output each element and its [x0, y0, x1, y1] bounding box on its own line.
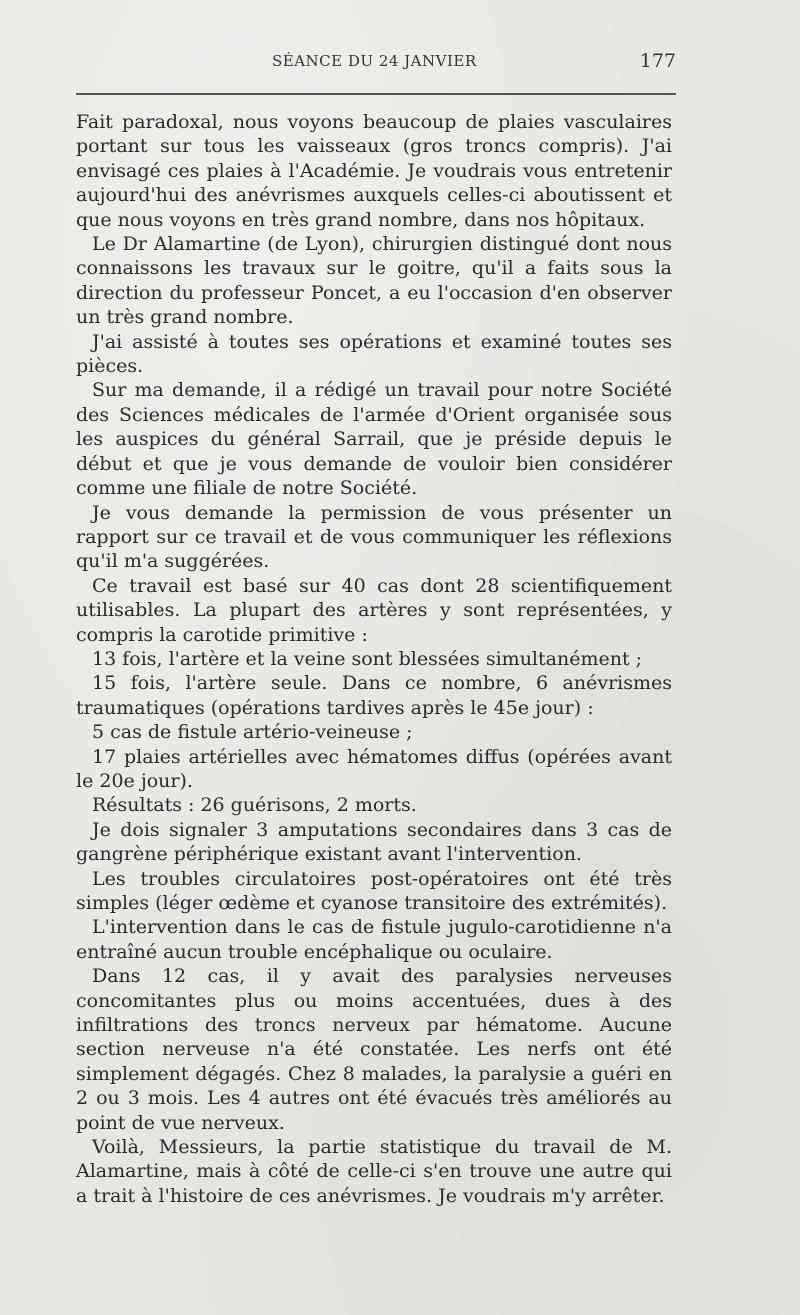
- paragraph: J'ai assisté à toutes ses opérations et examiné toutes ses pièces.: [76, 330, 672, 378]
- paragraph: Je dois signaler 3 amputations secondaires dans 3 cas de gangrène périphérique existant avant l'intervention.: [76, 818, 672, 866]
- body-text: [76, 110, 672, 1208]
- paragraph: Fait paradoxal, nous voyons beaucoup de plaies vasculaires portant sur tous les vaisseaux (gros troncs compris). J'ai envisagé ces plaies à l'Académie. Je voudrais vous entretenir aujourd'hui des anévrismes auxquels celles-ci aboutissent et que nous voyons en très grand nombre, dans nos hôpitaux.: [76, 111, 672, 231]
- paragraph: Résultats : 26 guérisons, 2 morts.: [92, 794, 417, 817]
- paragraph: Le Dr Alamartine (de Lyon), chirurgien distingué dont nous connaissons les travaux sur le goitre, qu'il a faits sous la direction du professeur Poncet, a eu l'occasion d'en observer un très grand nombre.: [76, 233, 672, 329]
- paragraph: L'intervention dans le cas de fistule jugulo-carotidienne n'a entraîné aucun trouble encéphalique ou oculaire.: [76, 916, 672, 963]
- paragraph: Je vous demande la permission de vous présenter un rapport sur ce travail et de vous communiquer les réflexions qu'il m'a suggérées.: [76, 501, 672, 573]
- running-header: [76, 50, 676, 80]
- paragraph: Les troubles circulatoires post-opératoires ont été très simples (léger œdème et cyanose transitoire des extrémités).: [76, 867, 672, 914]
- paragraph: 5 cas de fistule artério-veineuse ;: [92, 721, 413, 744]
- paragraph: Dans 12 cas, il y avait des paralysies nerveuses concomitantes plus ou moins accentuées, dues à des infiltrations des troncs nerveux par hématome. Aucune section nerveuse n'a été constatée. Les nerfs ont été simplement dégagés. Chez 8 malades, la paralysie a guéri en 2 ou 3 mois. Les 4 autres ont été évacués très améliorés au point de vue nerveux.: [76, 965, 672, 1134]
- paragraph: 15 fois, l'artère seule. Dans ce nombre, 6 anévrismes traumatiques (opérations tardives après le 45e jour) :: [76, 672, 672, 719]
- paragraph: Sur ma demande, il a rédigé un travail pour notre Société des Sciences médicales de l'armée d'Orient organisée sous les auspices du général Sarrail, que je préside depuis le début et que je vous demande de vouloir bien considérer comme une filiale de notre Société.: [76, 379, 672, 500]
- paragraph: Ce travail est basé sur 40 cas dont 28 scientifiquement utilisables. La plupart des artères y sont représentées, y compris la carotide primitive :: [76, 574, 672, 646]
- paragraph: 13 fois, l'artère et la veine sont blessées simultanément ;: [92, 647, 643, 670]
- header-rule: [76, 93, 676, 95]
- paragraph: Voilà, Messieurs, la partie statistique du travail de M. Alamartine, mais à côté de celle-ci s'en trouve une autre qui a trait à l'histoire de ces anévrismes. Je voudrais m'y arrêter.: [76, 1136, 672, 1207]
- header-title: SÉANCE DU 24 JANVIER: [272, 52, 477, 70]
- paragraph: 17 plaies artérielles avec hématomes diffus (opérées avant le 20e jour).: [76, 745, 672, 792]
- page-number: 177: [639, 50, 676, 72]
